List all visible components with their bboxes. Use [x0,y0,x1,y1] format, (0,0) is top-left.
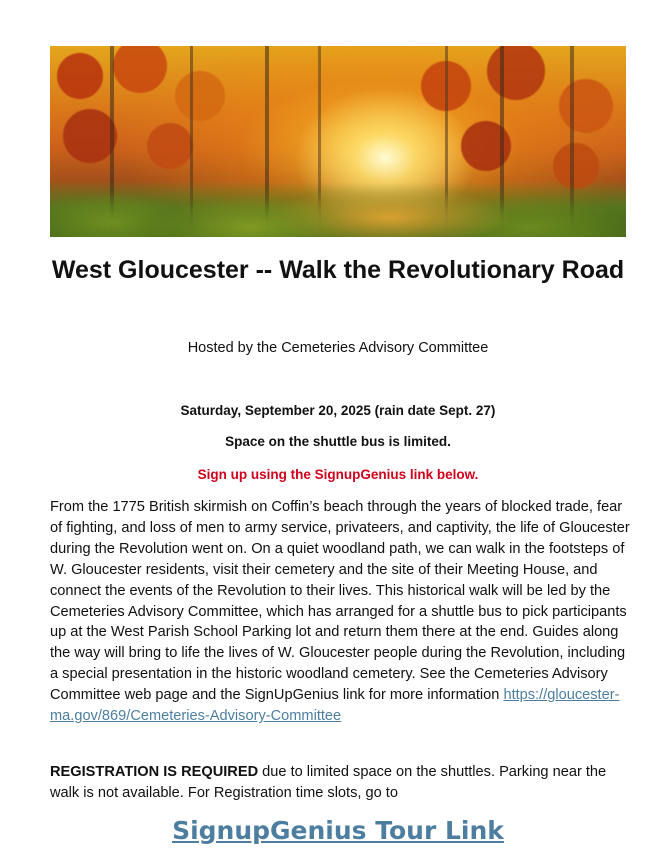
hosted-by-line: Hosted by the Cemeteries Advisory Committee [187,340,489,356]
registration-paragraph [50,762,630,804]
cemeteries-committee-link[interactable]: https://gloucester-ma.gov/869/Cemeteries-Advisory-Committee [50,687,620,725]
shuttle-limit-line: Space on the shuttle bus is limited. [225,434,451,449]
registration-required-label: REGISTRATION IS REQUIRED [50,764,259,780]
signup-instruction: Sign up using the SignupGenius link below. [197,467,479,482]
forest-ground [50,182,626,237]
registration-text: due to limited space on the shuttles. Parking near the walk is not available. For Registration time slots, go to [50,764,607,801]
description-text: From the 1775 British skirmish on Coffin’s beach through the years of blocked trade, fear of fighting, and loss of men to army service, privateers, and captivity, the life of Gloucester during the Revolution went on. On a quiet woodland path, we can walk in the footsteps of W. Gloucester residents, visit their cemetery and the site of their Meeting House, and connect the events of the Revolution to their lives. This historical walk will be led by the Cemeteries Advisory Committee, which has arranged for a shuttle bus to pick participants up at the West Parish School Parking lot and return them there at the end. Guides along the way will bring to life the lives of W. Gloucester people during the Revolution, including a special presentation in the historic woodland cemetery. See the Cemeteries Advisory Committee web page and the SignUpGenius link for more information [50,499,630,704]
event-description [50,497,630,727]
autumn-forest-banner-image [50,46,626,237]
event-date-line: Saturday, September 20, 2025 (rain date Sept. 27) [180,403,496,418]
signupgenius-tour-link[interactable]: SignupGenius Tour Link [172,816,504,845]
page-title: West Gloucester -- Walk the Revolutionary Road [51,256,625,284]
